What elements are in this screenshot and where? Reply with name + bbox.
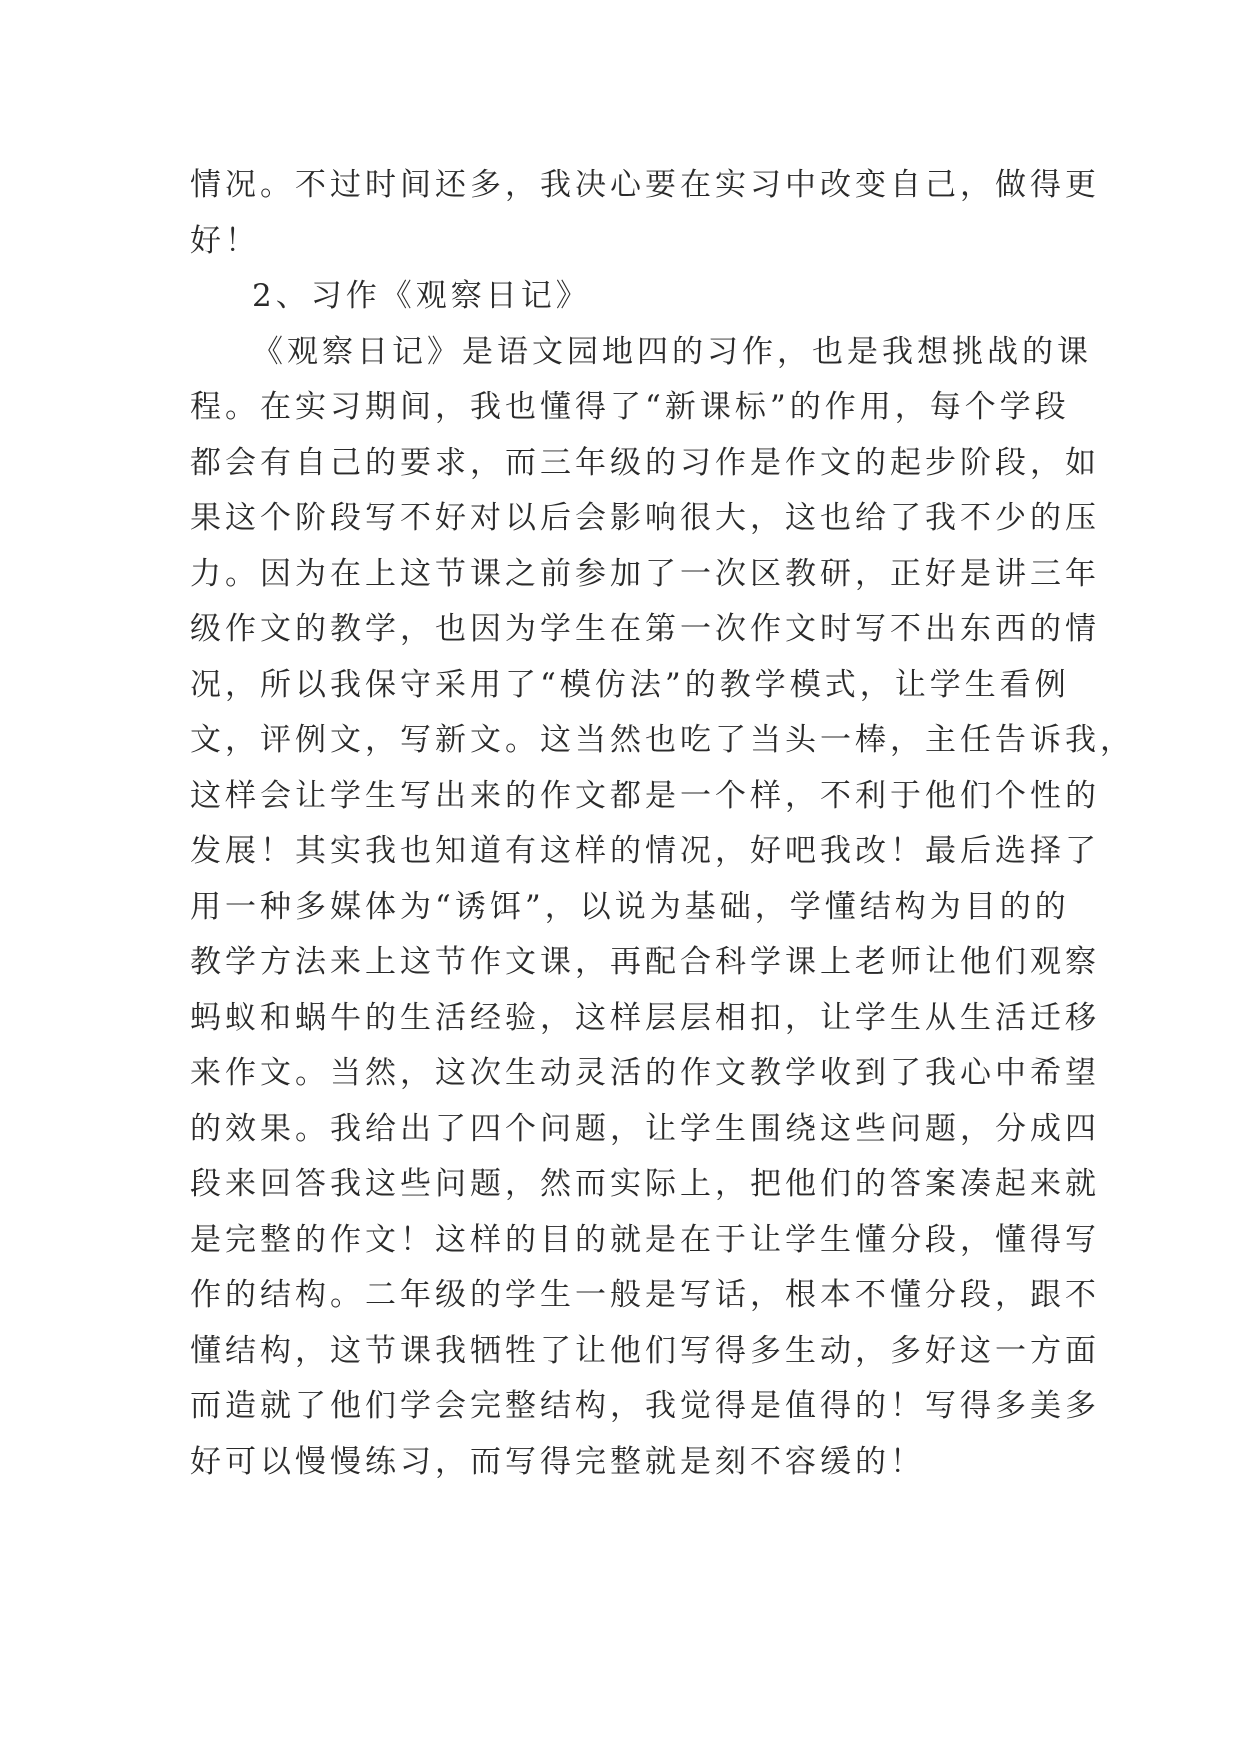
text-line: 好！ (190, 222, 260, 259)
text-line: 而造就了他们学会完整结构，我觉得是值得的！写得多美多 (190, 1388, 1100, 1424)
text-line: 是完整的作文！这样的目的就是在于让学生懂分段，懂得写 (190, 1221, 1100, 1258)
text-line: 力。因为在上这节课之前参加了一次区教研，正好是讲三年 (190, 555, 1100, 592)
text-line: 级作文的教学，也因为学生在第一次作文时写不出东西的情 (190, 611, 1100, 647)
text-line: 的效果。我给出了四个问题，让学生围绕这些问题，分成四 (190, 1110, 1100, 1147)
text-line: 况，所以我保守采用了“模仿法”的教学模式，让学生看例 (190, 666, 1070, 703)
section-heading: 2、习作《观察日记》 (252, 278, 591, 314)
body-text (190, 158, 1135, 1490)
text-line: 发展！其实我也知道有这样的情况，好吧我改！最后选择了 (190, 833, 1100, 869)
text-line: 好可以慢慢练习，而写得完整就是刻不容缓的！ (190, 1443, 925, 1480)
text-line: 文，评例文，写新文。这当然也吃了当头一棒，主任告诉我， (190, 722, 1135, 758)
text-line: 蚂蚁和蜗牛的生活经验，这样层层相扣，让学生从生活迁移 (190, 999, 1100, 1036)
text-line: 段来回答我这些问题，然而实际上，把他们的答案凑起来就 (190, 1166, 1100, 1202)
text-line: 懂结构，这节课我牺牲了让他们写得多生动，多好这一方面 (190, 1332, 1100, 1369)
text-line: 来作文。当然，这次生动灵活的作文教学收到了我心中希望 (190, 1055, 1100, 1091)
text-line: 用一种多媒体为“诱饵”，以说为基础，学懂结构为目的的 (190, 888, 1070, 925)
text-line: 这样会让学生写出来的作文都是一个样，不利于他们个性的 (190, 777, 1100, 814)
text-line: 果这个阶段写不好对以后会影响很大，这也给了我不少的压 (190, 500, 1100, 536)
paragraph-first-line: 《观察日记》是语文园地四的习作，也是我想挑战的课 (252, 333, 1092, 370)
text-line: 教学方法来上这节作文课，再配合科学课上老师让他们观察 (190, 944, 1100, 980)
text-line: 都会有自己的要求，而三年级的习作是作文的起步阶段，如 (190, 444, 1100, 481)
text-line: 作的结构。二年级的学生一般是写话，根本不懂分段，跟不 (190, 1277, 1100, 1313)
text-line: 程。在实习期间，我也懂得了“新课标”的作用，每个学段 (190, 389, 1070, 425)
text-line: 情况。不过时间还多，我决心要在实习中改变自己，做得更 (190, 167, 1100, 203)
